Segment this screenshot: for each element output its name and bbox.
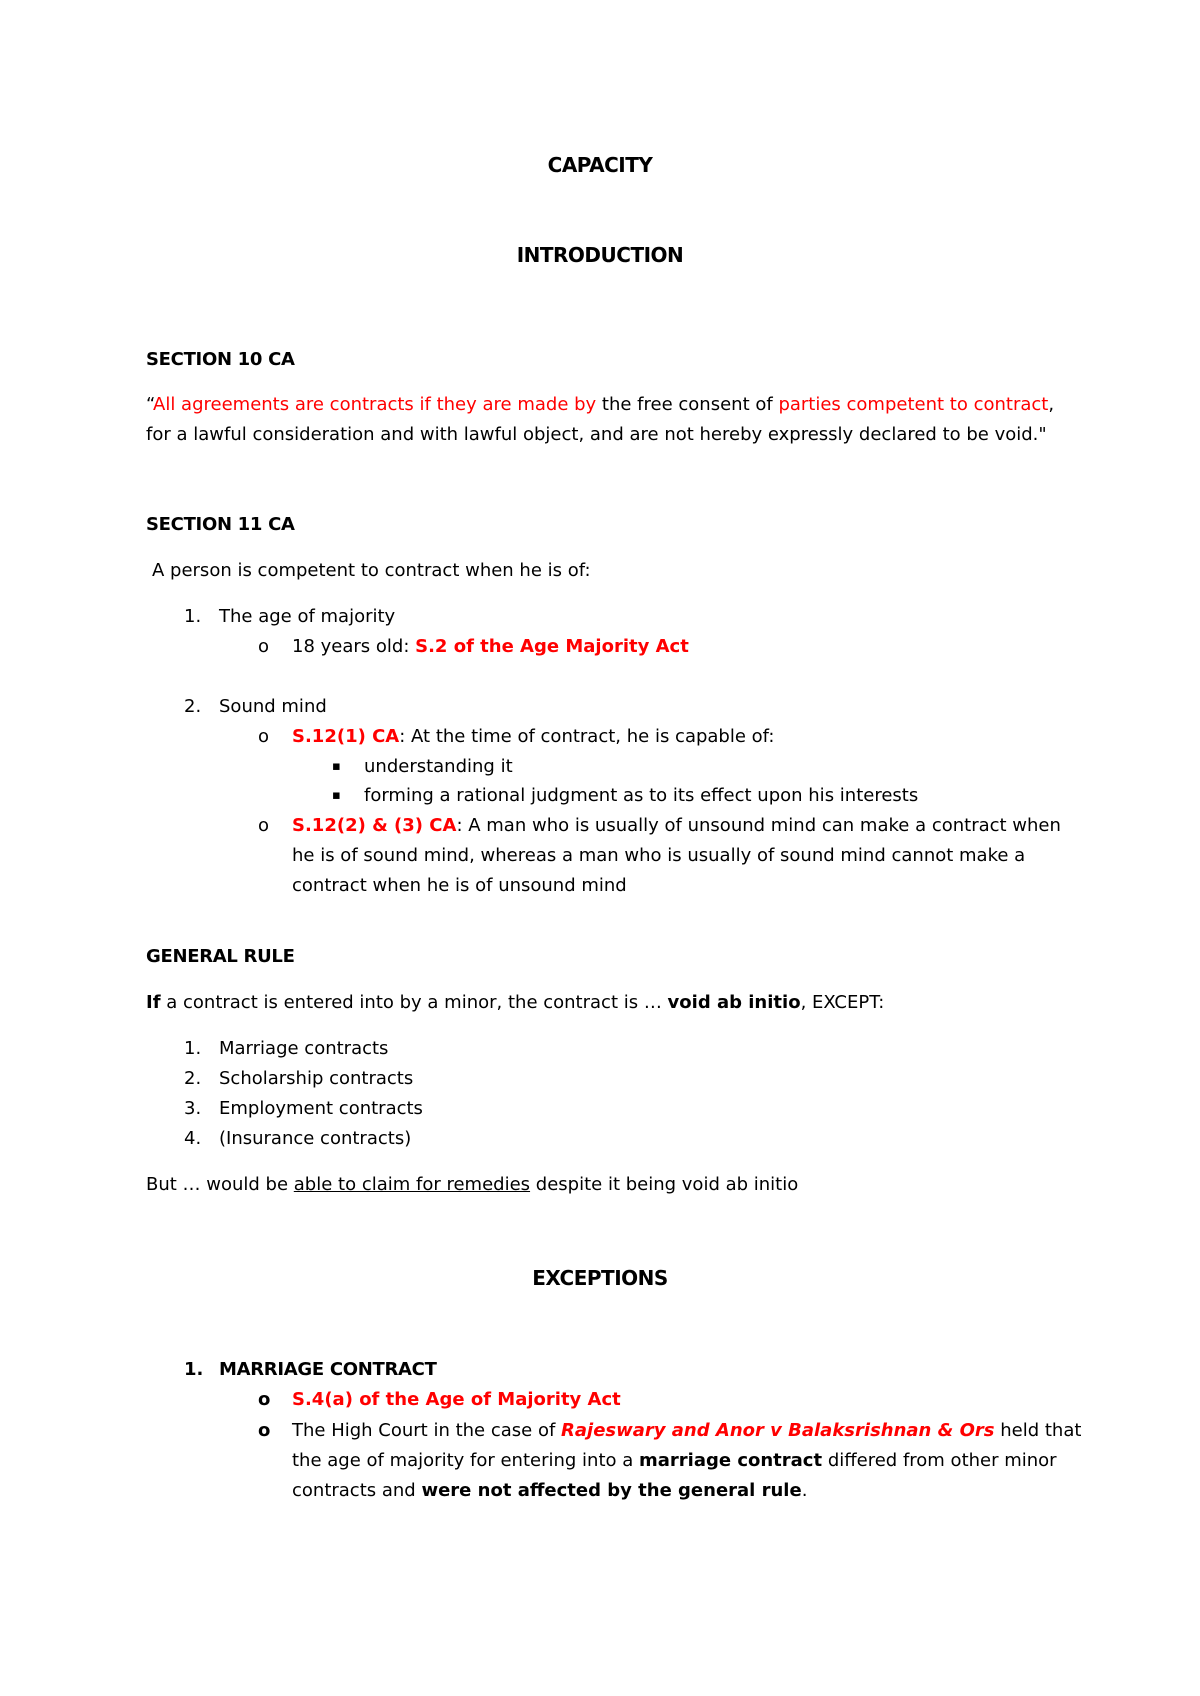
general-rule-if: If [146,992,161,1013]
void-ab-initio: void ab initio [667,992,801,1013]
s12-1-ref: S.12(1) CA [292,726,400,747]
list-bullet: o [258,1420,271,1441]
marriage-contract-heading: MARRIAGE CONTRACT [219,1359,437,1380]
general-rule-body: a contract is entered into by a minor, the contract is … [160,992,668,1013]
list-number: 4. [184,1128,202,1149]
list-number: 1. [184,1359,204,1380]
general-rule-except: , EXCEPT: [800,992,885,1013]
rajeswary-line-2-post: differed from other minor [822,1450,1057,1471]
s12-2-3-line-2: he is of sound mind, whereas a man who is usually of sound mind cannot make a [292,845,1026,866]
square-bullet: ▪ [332,788,341,803]
s12-1-text: : At the time of contract, he is capable of: [399,726,775,747]
age-eighteen-text: 18 years old: [292,636,416,657]
remedies-underlined: able to claim for remedies [293,1174,531,1195]
list-number: 1. [184,1038,202,1059]
section-11-heading: SECTION 11 CA [146,514,295,535]
list-bullet: o [258,1389,271,1410]
rajeswary-line-2 [292,1449,1057,1473]
remedies-note [146,1173,798,1197]
general-rule-heading: GENERAL RULE [146,946,295,967]
list-bullet: o [258,636,270,657]
list-number: 3. [184,1098,202,1119]
understanding-point: understanding it [364,756,513,777]
exceptions-heading: EXCEPTIONS [532,1266,668,1290]
remedies-post: despite it being void ab initio [530,1174,799,1195]
section-10-quote-line-1 [146,393,1054,417]
rajeswary-line-1 [292,1419,1081,1443]
section-10-red-text-2: parties competent to contract [778,394,1049,415]
section-10-heading: SECTION 10 CA [146,349,295,370]
square-bullet: ▪ [332,759,341,774]
insurance-contracts-item: (Insurance contracts) [219,1128,412,1149]
marriage-contract-bold: marriage contract [639,1450,823,1471]
sound-mind-item: Sound mind [219,696,327,717]
employment-contracts-item: Employment contracts [219,1098,423,1119]
rajeswary-line-2-pre: the age of majority for entering into a [292,1450,639,1471]
page-title: CAPACITY [547,153,653,177]
list-number: 1. [184,606,202,627]
section-10-mid-text: the free consent of [596,394,779,415]
age-majority-act-ref: S.2 of the Age Majority Act [415,636,689,657]
rajeswary-line-3-pre: contracts and [292,1480,422,1501]
section-10-quote-line-2: for a lawful consideration and with lawful object, and are not hereby expressly declared to be void." [146,424,1047,445]
s12-2-3-line-3: contract when he is of unsound mind [292,875,627,896]
s4a-age-of-majority-ref: S.4(a) of the Age of Majority Act [292,1389,621,1410]
list-bullet: o [258,726,270,747]
rajeswary-post: held that [994,1420,1082,1441]
rational-judgment-point: forming a rational judgment as to its effect upon his interests [364,785,919,806]
case-name: Rajeswary and Anor v Balaksrishnan & Ors [561,1420,995,1441]
general-rule-text [146,991,884,1015]
scholarship-contracts-item: Scholarship contracts [219,1068,414,1089]
not-affected-bold: were not affected by the general rule [421,1480,802,1501]
remedies-pre: But … would be [146,1174,294,1195]
age-eighteen-item [292,635,689,659]
s12-2-3-text: : A man who is usually of unsound mind can make a contract when [456,815,1061,836]
section-10-red-text-1: All agreements are contracts if they are made by [153,394,597,415]
rajeswary-line-3 [292,1479,807,1503]
list-number: 2. [184,1068,202,1089]
list-number: 2. [184,696,202,717]
s12-2-3-line-1 [292,814,1061,838]
section-10-comma: , [1048,394,1055,415]
open-quote: “ [146,394,154,415]
marriage-contracts-item: Marriage contracts [219,1038,389,1059]
list-bullet: o [258,815,270,836]
rajeswary-pre: The High Court in the case of [292,1420,562,1441]
s12-2-3-ref: S.12(2) & (3) CA [292,815,457,836]
s12-1-item [292,725,774,749]
age-of-majority-item: The age of majority [219,606,396,627]
introduction-heading: INTRODUCTION [516,243,684,267]
section-11-intro: A person is competent to contract when he is of: [152,560,591,581]
rajeswary-line-3-end: . [801,1480,808,1501]
